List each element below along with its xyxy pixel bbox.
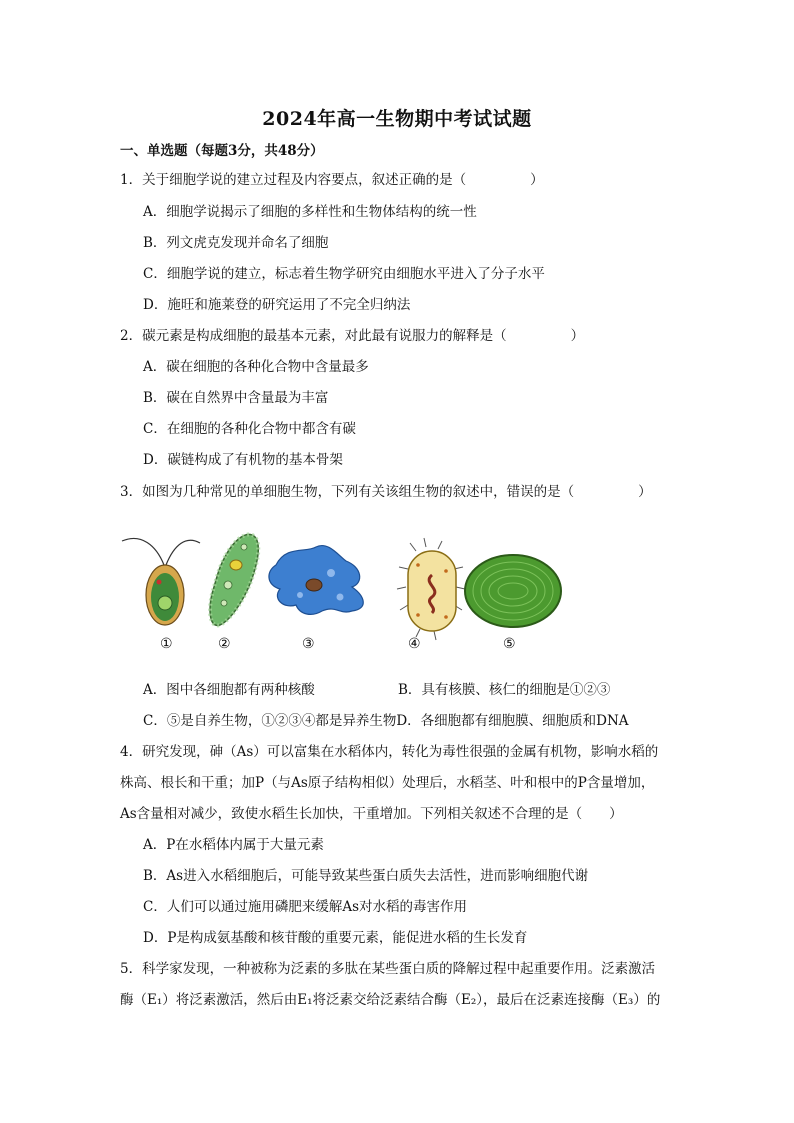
question-1-option-c: C．细胞学说的建立，标志着生物学研究由细胞水平进入了分子水平 [143,266,545,282]
figure-label-1: ① [160,636,173,652]
question-4-option-a: A．P在水稻体内属于大量元素 [143,837,324,853]
question-4-line-3: As含量相对减少，致使水稻生长加快，干重增加。下列相关叙述不合理的是（ ） [120,806,623,822]
question-5-line-2: 酶（E₁）将泛素激活，然后由E₁将泛素交给泛素结合酶（E₂），最后在泛素连接酶（E₃）的 [120,992,661,1008]
question-3-option-b: B．具有核膜、核仁的细胞是①②③ [398,682,611,698]
question-1-option-d: D．施旺和施莱登的研究运用了不完全归纳法 [143,297,411,313]
question-1-text: 1．关于细胞学说的建立过程及内容要点，叙述正确的是（ [120,172,467,188]
question-2-option-d: D．碳链构成了有机物的基本骨架 [143,452,343,468]
question-3-text: 3．如图为几种常见的单细胞生物，下列有关该组生物的叙述中，错误的是（ [120,484,575,500]
paramecium-illustration [210,534,258,625]
section-heading: 一、单选题（每题3分，共48分） [120,143,324,159]
question-1-close: ） [530,172,544,188]
bacterium-illustration [397,538,465,640]
cyanobacteria-illustration [465,555,561,627]
question-2-option-b: B．碳在自然界中含量最为丰富 [143,390,329,406]
question-3-stem [120,480,652,500]
question-2-stem [120,324,584,344]
question-2-option-c: C．在细胞的各种化合物中都含有碳 [143,421,356,437]
chlamydomonas-illustration [122,538,200,625]
figure-label-3: ③ [302,636,315,652]
question-1-option-b: B．列文虎克发现并命名了细胞 [143,235,329,251]
page-title: 2024年高一生物期中考试试题 [262,108,532,130]
question-1-option-a: A．细胞学说揭示了细胞的多样性和生物体结构的统一性 [143,204,477,220]
question-4-option-b: B．As进入水稻细胞后，可能导致某些蛋白质失去活性，进而影响细胞代谢 [143,868,589,884]
figure-label-4: ④ [408,636,421,652]
question-4-line-2: 株高、根长和干重；加P（与As原子结构相似）处理后，水稻茎、叶和根中的P含量增加， [120,775,655,791]
question-2-option-a: A．碳在细胞的各种化合物中含量最多 [143,359,369,375]
question-3-option-a: A．图中各细胞都有两种核酸 [143,682,315,698]
question-1-stem [120,168,544,188]
question-4-option-c: C．人们可以通过施用磷肥来缓解As对水稻的毒害作用 [143,899,468,915]
figure-label-5: ⑤ [503,636,516,652]
question-3-close: ） [638,484,652,500]
question-2-text: 2．碳元素是构成细胞的最基本元素，对此最有说服力的解释是（ [120,328,507,344]
question-5-line-1: 5．科学家发现，一种被称为泛素的多肽在某些蛋白质的降解过程中起重要作用。泛素激活 [120,961,656,977]
question-4-option-d: D．P是构成氨基酸和核苷酸的重要元素，能促进水稻的生长发育 [143,930,528,946]
figure-label-2: ② [218,636,231,652]
question-2-close: ） [570,328,585,344]
question-3-options-c-d: C．⑤是自养生物，①②③④都是异养生物D．各细胞都有细胞膜、细胞质和DNA [143,713,629,729]
amoeba-illustration [269,546,363,615]
question-4-line-1: 4．研究发现，砷（As）可以富集在水稻体内，转化为毒性很强的金属有机物，影响水稻的 [120,744,659,760]
